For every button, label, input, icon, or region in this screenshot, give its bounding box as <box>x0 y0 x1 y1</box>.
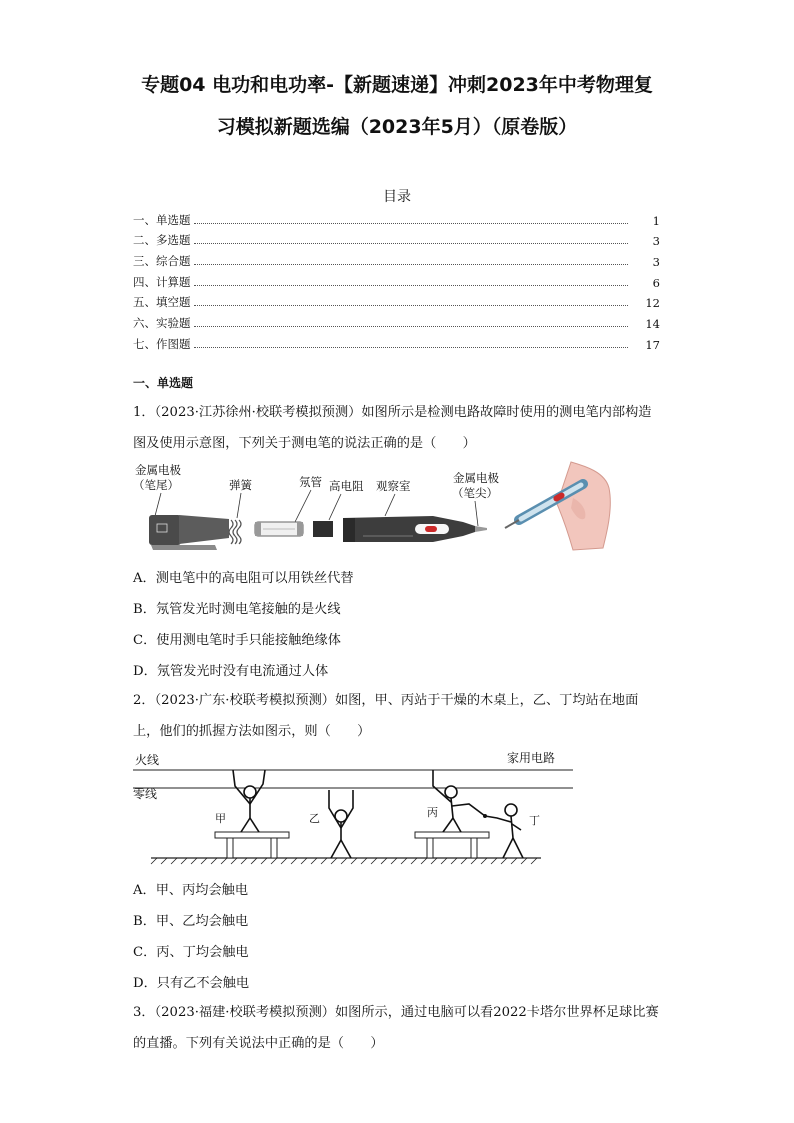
toc-item[interactable] <box>133 310 660 331</box>
label-jia: 甲 <box>215 812 226 825</box>
toc-item[interactable] <box>133 248 660 269</box>
toc-leader <box>194 223 629 224</box>
high-resistor <box>313 521 333 537</box>
question-1-option-a[interactable]: A．测电笔中的高电阻可以用铁丝代替 <box>133 571 354 586</box>
question-2-option-b[interactable]: B．甲、乙均会触电 <box>133 914 249 929</box>
person-ding <box>485 804 523 858</box>
toc-item[interactable] <box>133 290 660 311</box>
toc-item-label: 三、综合题 <box>133 254 191 269</box>
hand-using-pen-illustration <box>505 462 610 550</box>
person-jia <box>233 770 265 832</box>
toc-item-page: 14 <box>645 317 660 332</box>
toc-item-page: 6 <box>652 275 660 290</box>
person-bing <box>433 770 485 832</box>
label-household-circuit: 家用电路 <box>507 751 556 765</box>
toc-item-page: 3 <box>652 234 660 249</box>
label-metal-tip: 金属电极 <box>453 471 499 485</box>
pen-tail-cap <box>149 515 181 545</box>
toc-item-label: 一、单选题 <box>133 212 191 227</box>
toc-leader <box>194 347 629 348</box>
pen-rear-body <box>179 515 229 544</box>
question-1-option-c[interactable]: C．使用测电笔时手只能接触绝缘体 <box>133 633 341 648</box>
question-1-stem: 1．（2023·江苏徐州·校联考模拟预测）如图所示是检测电路故障时使用的测电笔内部构造图及使用示意图，下列关于测电笔的说法正确的是（ ） <box>133 405 652 451</box>
label-metal-tail-sub: （笔尾） <box>133 478 179 492</box>
toc-leader <box>194 326 629 327</box>
toc-item-label: 四、计算题 <box>133 274 191 289</box>
question-1-option-b[interactable]: B．氖管发光时测电笔接触的是火线 <box>133 602 341 617</box>
page-title-line1: 专题04 电功和电功率-【新题速递】冲刺2023年中考物理复 <box>141 74 653 96</box>
label-spring: 弹簧 <box>229 478 252 492</box>
toc-item-label: 五、填空题 <box>133 295 191 310</box>
label-live-wire: 火线 <box>135 753 160 767</box>
toc-item-label: 二、多选题 <box>133 233 191 248</box>
label-neutral-wire: 零线 <box>133 787 158 801</box>
label-window: 观察室 <box>376 479 411 493</box>
toc-item[interactable] <box>133 228 660 249</box>
toc-leader <box>194 264 629 265</box>
toc-item-page: 17 <box>645 337 660 352</box>
toc-item-page: 1 <box>652 213 660 228</box>
pen-tip <box>475 526 487 532</box>
person-yi <box>329 790 353 858</box>
label-metal-tail: 金属电极 <box>135 463 181 477</box>
question-3-stem: 3．（2023·福建·校联考模拟预测）如图所示，通过电脑可以看2022卡塔尔世界杯足球比赛的直播。下列有关说法中正确的是（ ） <box>133 1005 659 1051</box>
toc-item[interactable] <box>133 207 660 228</box>
circuit-grip-figure <box>133 746 573 870</box>
toc-item-page: 3 <box>652 255 660 270</box>
toc-item-label: 六、实验题 <box>133 316 191 331</box>
label-neon: 氖管 <box>299 475 322 489</box>
toc-item[interactable] <box>133 331 660 352</box>
label-yi: 乙 <box>309 812 320 825</box>
question-2-option-a[interactable]: A．甲、丙均会触电 <box>133 883 249 898</box>
pen-clip <box>151 545 217 550</box>
question-2-option-c[interactable]: C．丙、丁均会触电 <box>133 945 249 960</box>
toc-leader <box>194 305 629 306</box>
section-heading-single-choice: 一、单选题 <box>133 376 194 390</box>
label-resistor: 高电阻 <box>329 479 364 493</box>
question-1-option-d[interactable]: D．氖管发光时没有电流通过人体 <box>133 664 329 679</box>
label-bing: 丙 <box>427 806 438 819</box>
question-2-option-d[interactable]: D．只有乙不会触电 <box>133 976 250 991</box>
test-pen-figure <box>133 458 613 558</box>
table-of-contents <box>133 207 660 352</box>
toc-item-page: 12 <box>645 296 660 311</box>
toc-item[interactable] <box>133 269 660 290</box>
question-2-stem: 2．（2023·广东·校联考模拟预测）如图，甲、丙站于干燥的木桌上，乙、丁均站在地面上，他们的抓握方法如图示，则（ ） <box>133 693 639 739</box>
toc-leader <box>194 243 629 244</box>
label-ding: 丁 <box>529 814 540 827</box>
toc-leader <box>194 285 629 286</box>
label-metal-tip-sub: （笔尖） <box>452 486 498 500</box>
wooden-table-1 <box>215 832 289 858</box>
toc-item-label: 七、作图题 <box>133 336 191 351</box>
pen-front-body <box>343 516 475 542</box>
wooden-table-2 <box>415 832 489 858</box>
page-title-line2: 习模拟新题选编（2023年5月）（原卷版） <box>216 116 578 138</box>
toc-heading: 目录 <box>383 189 411 205</box>
spring-coil <box>229 520 241 544</box>
